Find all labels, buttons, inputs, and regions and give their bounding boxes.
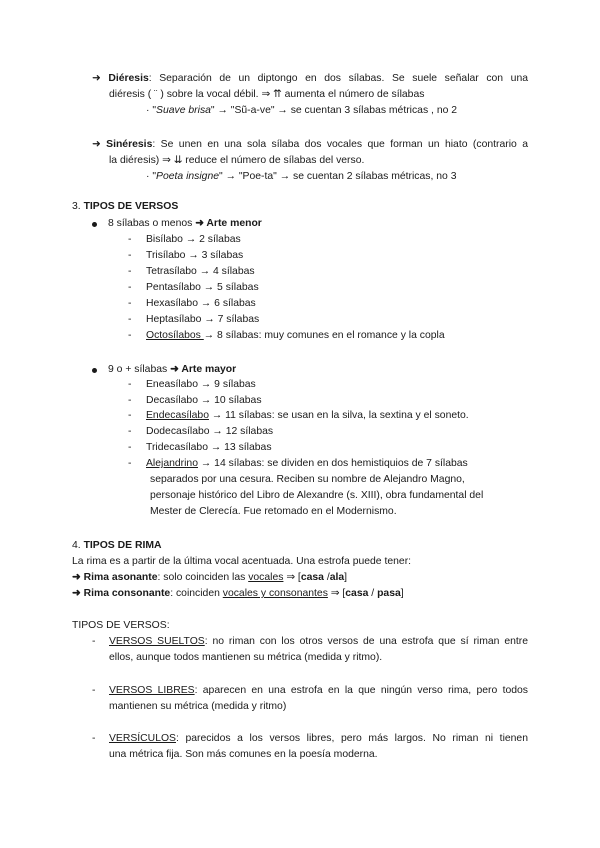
list-item: Tridecasílabo → 13 sílabas <box>146 442 272 453</box>
arrow-icon: ➜ <box>92 73 101 84</box>
list-item: Dodecasílabo → 12 sílabas <box>146 426 274 437</box>
arrow-icon: ➜ <box>92 139 101 150</box>
rima-consonante: ➜ Rima consonante: coinciden vocales y consonantes ⇒ [casa / pasa] <box>72 588 404 599</box>
list-item: Tetrasílabo → 4 sílabas <box>146 266 255 277</box>
rima-asonante: ➜ Rima asonante: solo coinciden las vocales ⇒ [casa /ala] <box>72 572 348 583</box>
dash-icon: - <box>128 330 132 341</box>
dash-icon: - <box>92 636 96 647</box>
dash-icon: - <box>128 282 132 293</box>
dash-icon: - <box>128 250 132 261</box>
list-item-endecasilabo: Endecasílabo → 11 sílabas: se usan en la silva, la sextina y el soneto. <box>146 410 469 421</box>
list-item: Trisílabo → 3 sílabas <box>146 250 244 261</box>
dash-icon: - <box>128 395 132 406</box>
dash-icon: - <box>128 379 132 390</box>
alejandrino-line: Mester de Clerecía. Fue retomado en el Modernismo. <box>150 506 397 517</box>
versiculos-line-2: una métrica fija. Son más comunes en la poesía moderna. <box>109 749 378 760</box>
arte-mayor-label: 9 o + sílabas ➜ Arte mayor <box>108 364 237 375</box>
dash-icon: - <box>128 314 132 325</box>
versos-libres-line-2: mantienen su métrica (medida y ritmo) <box>109 701 287 712</box>
alejandrino-line: separados por una cesura. Reciben su nombre de Alejandro Magno, <box>150 474 465 485</box>
sineresis-line-1: ➜ Sinéresis: Se unen en una sola sílaba dos vocales que forman un hiato (contrario a <box>92 139 528 150</box>
list-item: Hexasílabo → 6 sílabas <box>146 298 256 309</box>
dash-icon: - <box>128 266 132 277</box>
alejandrino-line: personaje histórico del Libro de Alexandre (s. XIII), obra fundamental del <box>150 490 484 501</box>
sineresis-example: · "Poeta insigne" → "Poe-ta" → se cuentan 2 sílabas métricas, no 3 <box>146 171 457 182</box>
section-4-heading: 4. TIPOS DE RIMA <box>72 540 162 551</box>
dieresis-term: Diéresis <box>108 73 149 84</box>
dash-icon: - <box>128 442 132 453</box>
dieresis-line-2: diéresis ( ¨ ) sobre la vocal débil. ⇒ ⇈ aumenta el número de sílabas <box>109 89 425 100</box>
dash-icon: - <box>128 298 132 309</box>
versos-libres-line-1: VERSOS LIBRES: aparecen en una estrofa en la que ningún verso rima, pero todos <box>109 685 528 696</box>
list-item-octosilabos: Octosílabos → 8 sílabas: muy comunes en el romance y la copla <box>146 330 445 341</box>
dieresis-line-1: ➜ Diéresis: Separación de un diptongo en dos sílabas. Se suele señalar con una <box>92 73 529 84</box>
list-item: Eneasílabo → 9 sílabas <box>146 379 256 390</box>
dash-icon: - <box>128 458 132 469</box>
list-item-alejandrino: Alejandrino → 14 sílabas: se dividen en dos hemistiquios de 7 sílabas <box>146 458 468 469</box>
bullet-icon <box>92 368 97 373</box>
dash-icon: - <box>128 426 132 437</box>
versos-sueltos-line-2: ellos, aunque todos mantienen su métrica (medida y ritmo). <box>109 652 383 663</box>
sineresis-line-2: la diéresis) ⇒ ⇊ reduce el número de sílabas del verso. <box>109 155 365 166</box>
dieresis-example: · "Suave brisa" → "Sũ-a-ve" → se cuentan 3 sílabas métricas , no 2 <box>146 105 458 116</box>
sineresis-term: Sinéresis <box>106 139 153 150</box>
list-item: Bisílabo → 2 sílabas <box>146 234 241 245</box>
rima-intro: La rima es a partir de la última vocal acentuada. Una estrofa puede tener: <box>72 556 412 567</box>
tipos-heading: TIPOS DE VERSOS: <box>72 620 170 631</box>
dash-icon: - <box>92 733 96 744</box>
dash-icon: - <box>92 685 96 696</box>
section-3-heading: 3. TIPOS DE VERSOS <box>72 201 179 212</box>
list-item: Heptasílabo → 7 sílabas <box>146 314 260 325</box>
versiculos-line-1: VERSÍCULOS: parecidos a los versos libres, pero más largos. No riman ni tienen <box>109 733 528 744</box>
versos-sueltos-line-1: VERSOS SUELTOS: no riman con los otros versos de una estrofa que sí riman entre <box>109 636 528 647</box>
list-item: Decasílabo → 10 sílabas <box>146 395 262 406</box>
arte-menor-label: 8 sílabas o menos ➜ Arte menor <box>108 218 262 229</box>
dash-icon: - <box>128 234 132 245</box>
list-item: Pentasílabo → 5 sílabas <box>146 282 259 293</box>
dash-icon: - <box>128 410 132 421</box>
bullet-icon <box>92 222 97 227</box>
